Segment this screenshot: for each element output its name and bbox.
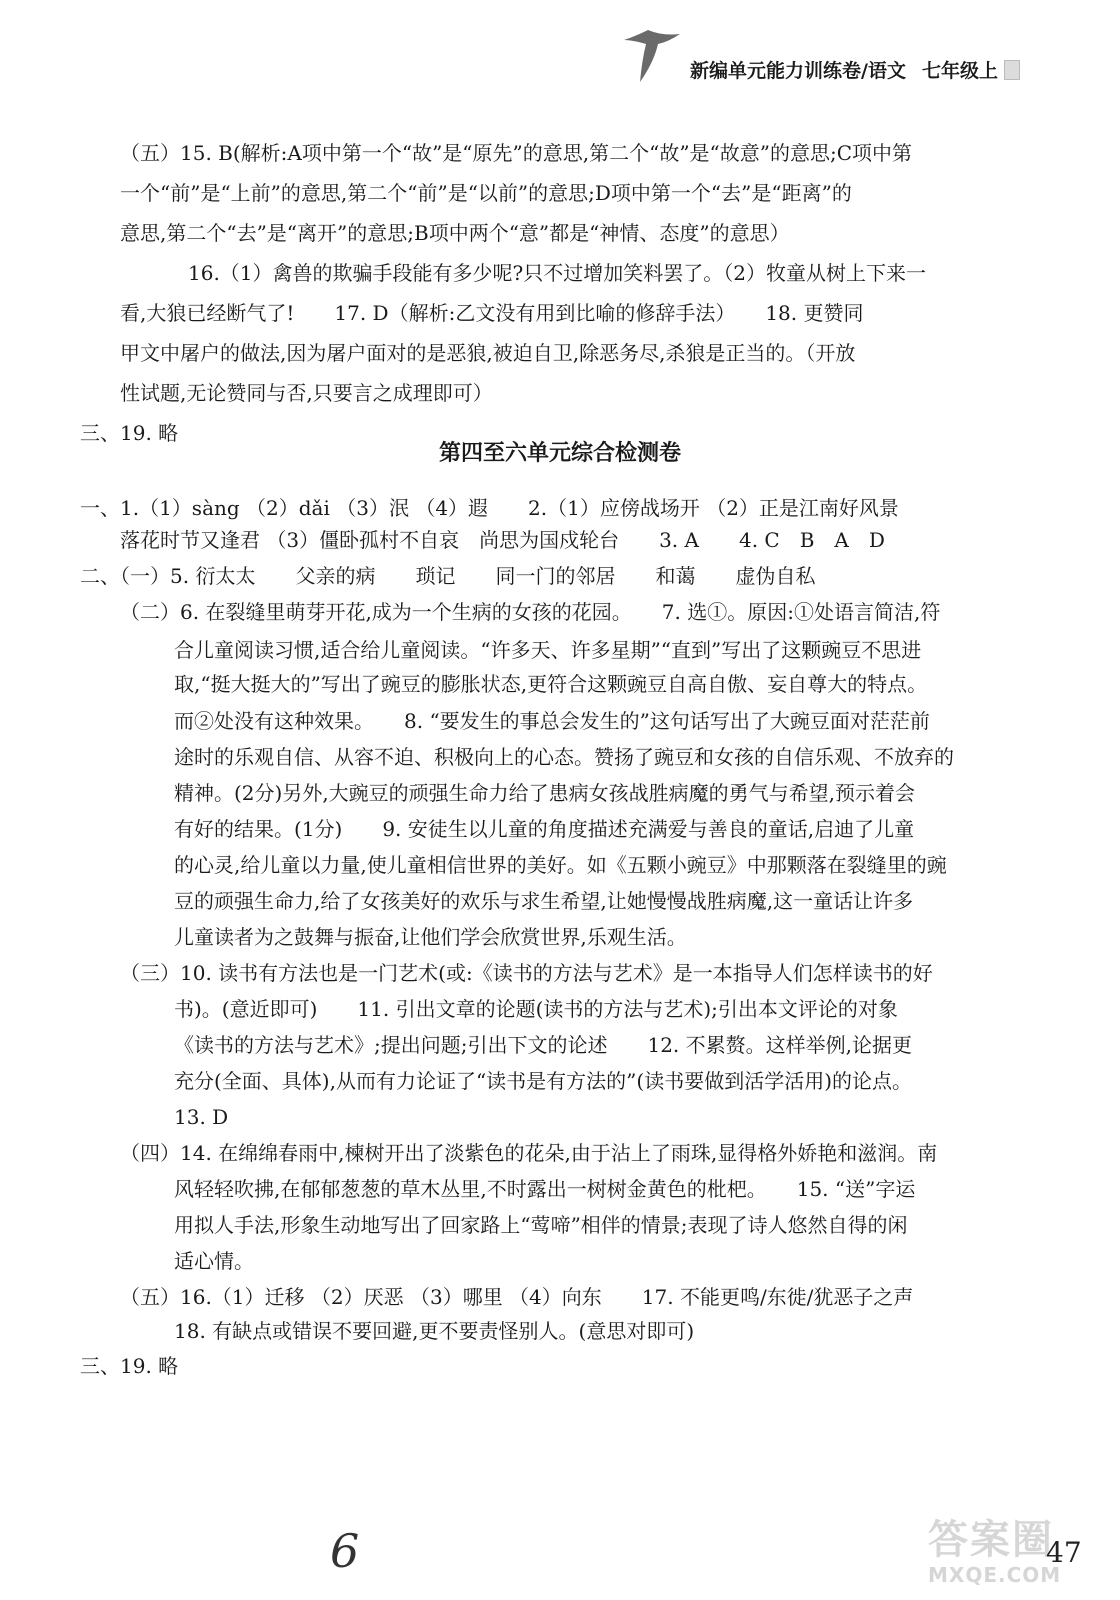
answer-line: 取,“挺大挺大的”写出了豌豆的膨胀状态,更符合这颗豌豆自高自傲、妄自尊大的特点。	[174, 672, 928, 696]
answer-line: 落花时节又逢君 （3）僵卧孤村不自哀 尚思为国戍轮台 3. A 4. C B A D	[120, 528, 885, 552]
book-title: 新编单元能力训练卷/语文	[690, 60, 906, 82]
answer-line: 适心情。	[174, 1249, 254, 1273]
answer-line: 18. 有缺点或错误不要回避,更不要责怪别人。(意思对即可)	[174, 1319, 695, 1343]
answer-line: 甲文中屠户的做法,因为屠户面对的是恶狼,被迫自卫,除恶务尽,杀狼是正当的。（开放	[120, 341, 856, 365]
answer-line: 一、1.（1）sàng （2）dǎi （3）泯 （4）遐 2.（1）应傍战场开 （2）正是江南好风景	[80, 496, 899, 520]
answer-line: （四）14. 在绵绵春雨中,楝树开出了淡紫色的花朵,由于沾上了雨珠,显得格外娇艳和滋润。南	[120, 1141, 938, 1165]
bird-silhouette-icon	[618, 22, 698, 92]
answer-line: 意思,第二个“去”是“离开”的意思;B项中两个“意”都是“神情、态度”的意思）	[120, 221, 790, 245]
answer-line: 豆的顽强生命力,给了女孩美好的欢乐与求生希望,让她慢慢战胜病魔,这一童话让许多	[174, 889, 914, 913]
watermark-logo	[928, 1508, 1061, 1587]
answer-line: 的心灵,给儿童以力量,使儿童相信世界的美好。如《五颗小豌豆》中那颗落在裂缝里的豌	[174, 853, 947, 877]
grade-label: 七年级上	[921, 60, 998, 82]
answer-line: 风轻轻吹拂,在郁郁葱葱的草木丛里,不时露出一树树金黄色的枇杷。 15. “送”字运	[174, 1177, 916, 1201]
answer-line: 《读书的方法与艺术》;提出问题;引出下文的论述 12. 不累赘。这样举例,论据更	[174, 1033, 912, 1057]
answer-line: 途时的乐观自信、从容不迫、积极向上的心态。赞扬了豌豆和女孩的自信乐观、不放弃的	[174, 745, 954, 769]
answer-line: 三、19. 略	[80, 421, 179, 445]
page-number: 47	[1046, 1536, 1082, 1569]
running-header	[690, 56, 1020, 83]
answer-line: 看,大狼已经断气了! 17. D（解析:乙文没有用到比喻的修辞手法） 18. 更赞同	[120, 301, 864, 325]
answer-line: 精神。(2分)另外,大豌豆的顽强生命力给了患病女孩战胜病魔的勇气与希望,预示着会	[174, 781, 916, 805]
answer-line: （五）16.（1）迁移 （2）厌恶 （3）哪里 （4）向东 17. 不能更鸣/东徙/犹恶子之声	[120, 1285, 914, 1309]
answer-line: 用拟人手法,形象生动地写出了回家路上“莺啼”相伴的情景;表现了诗人悠然自得的闲	[174, 1213, 908, 1237]
answer-line: 儿童读者为之鼓舞与振奋,让他们学会欣赏世界,乐观生活。	[174, 925, 687, 949]
answer-line: 三、19. 略	[80, 1354, 179, 1378]
answer-line: 16.（1）禽兽的欺骗手段能有多少呢?只不过增加笑料罢了。（2）牧童从树上下来一	[188, 261, 926, 285]
answer-line: （三）10. 读书有方法也是一门艺术(或:《读书的方法与艺术》是一本指导人们怎样读书的好	[120, 961, 933, 985]
section-title: 第四至六单元综合检测卷	[438, 441, 681, 466]
answer-line: 充分(全面、具体),从而有力论证了“读书是有方法的”(读书要做到活学活用)的论点。	[174, 1069, 913, 1093]
answer-line: 书)。(意近即可) 11. 引出文章的论题(读书的方法与艺术);引出本文评论的对象	[174, 997, 898, 1021]
answer-line: 一个“前”是“上前”的意思,第二个“前”是“以前”的意思;D项中第一个“去”是“距离”的	[120, 181, 852, 205]
answer-line: （二）6. 在裂缝里萌芽开花,成为一个生病的女孩的花园。 7. 选①。原因:①处语言简洁,符	[120, 600, 941, 624]
answer-line: 合儿童阅读习惯,适合给儿童阅读。“许多天、许多星期”“直到”写出了这颗豌豆不思进	[174, 638, 922, 662]
handwritten-mark: 6	[330, 1524, 360, 1578]
watermark-bottom-text: MXQE.COM	[928, 1563, 1062, 1587]
answer-line: 有好的结果。(1分) 9. 安徒生以儿童的角度描述充满爱与善良的童话,启迪了儿童	[174, 817, 915, 841]
answer-line: 而②处没有这种效果。 8. “要发生的事总会发生的”这句话写出了大豌豆面对茫茫前	[174, 709, 930, 733]
watermark-top-text: 答案圈	[928, 1517, 1054, 1563]
answer-line: 二、（一）5. 衍太太 父亲的病 琐记 同一门的邻居 和蔼 虚伪自私	[80, 564, 816, 588]
answer-line: （五）15. B(解析:A项中第一个“故”是“原先”的意思,第二个“故”是“故意”的意思;C项中第	[120, 141, 913, 165]
answer-line: 性试题,无论赞同与否,只要言之成理即可）	[120, 381, 493, 405]
header-square-icon	[1004, 60, 1020, 80]
answer-line: 13. D	[174, 1105, 229, 1129]
